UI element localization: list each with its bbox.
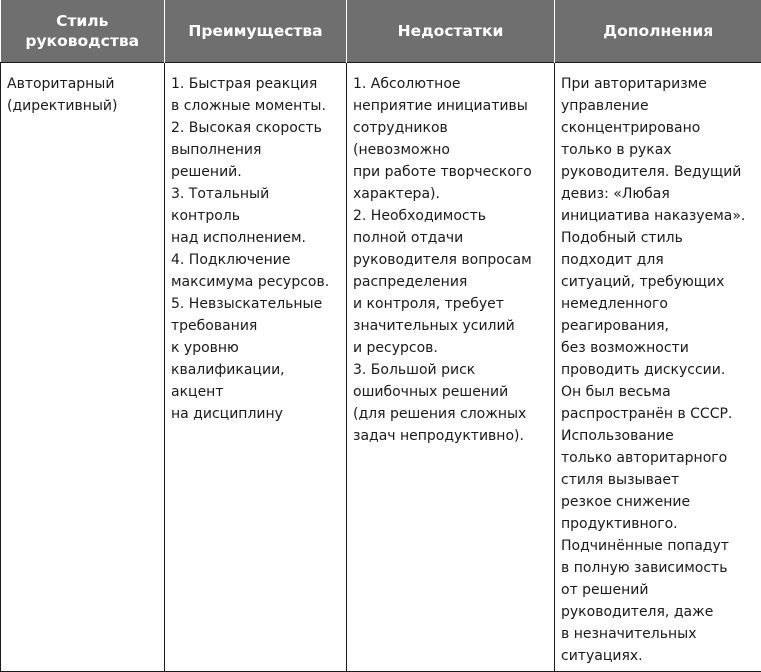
text-line: реагирования, <box>561 317 669 334</box>
header-disadvantages: Недостатки <box>347 0 555 62</box>
text-line: максимума ресурсов. <box>171 273 330 290</box>
text-line: руководителя. Ведущий <box>561 163 742 180</box>
header-style-line: руководства <box>25 31 140 50</box>
text-line: характера). <box>353 185 440 202</box>
text-line: и контроля, требует <box>353 295 504 312</box>
text-line: Подобный стиль <box>561 229 683 246</box>
text-line: значительных усилий <box>353 317 515 334</box>
text-line: полной отдачи <box>353 229 464 246</box>
text-line: только в руках <box>561 141 672 158</box>
text-line: неприятие инициативы <box>353 97 528 114</box>
text-line: резкое снижение <box>561 493 691 510</box>
text-line: продуктивного. <box>561 515 678 532</box>
text-line: 2. Высокая скорость <box>171 119 322 136</box>
text-line: к уровню <box>171 339 239 356</box>
text-line: 4. Подключение <box>171 251 291 268</box>
text-line: квалификации, <box>171 361 285 378</box>
text-line: (директивный) <box>7 97 118 114</box>
text-line: Подчинённые попадут <box>561 537 729 554</box>
text-line: инициатива наказуема». <box>561 207 746 224</box>
text-line: 2. Необходимость <box>353 207 487 224</box>
text-line: немедленного <box>561 295 668 312</box>
text-line: Авторитарный <box>7 75 115 92</box>
text-line: контроль <box>171 207 240 224</box>
text-line: 1. Быстрая реакция <box>171 75 318 92</box>
text-line: требования <box>171 317 258 334</box>
text-line: без возможности <box>561 339 689 356</box>
text-line: при работе творческого <box>353 163 532 180</box>
header-style <box>1 0 165 62</box>
cell-disadvantages <box>347 62 555 672</box>
table-row <box>1 62 761 672</box>
text-line: 3. Тотальный <box>171 185 270 202</box>
text-line: только авторитарного <box>561 449 728 466</box>
header-additions: Дополнения <box>555 0 761 62</box>
text-line: ситуаций, требующих <box>561 273 725 290</box>
text-line: ошибочных решений <box>353 383 509 400</box>
text-line: руководителя вопросам <box>353 251 532 268</box>
text-line: (для решения сложных <box>353 405 527 422</box>
text-line: и ресурсов. <box>353 339 438 356</box>
text-line: сконцентрировано <box>561 119 701 136</box>
text-line: выполнения <box>171 141 262 158</box>
text-line: решений. <box>171 163 242 180</box>
text-line: ситуациях. <box>561 647 643 664</box>
text-line: в незначительных <box>561 625 697 642</box>
text-line: от решений <box>561 581 649 598</box>
text-line: (невозможно <box>353 141 450 158</box>
text-line: сотрудников <box>353 119 448 136</box>
text-line: 3. Большой риск <box>353 361 476 378</box>
text-line: в полную зависимость <box>561 559 728 576</box>
header-advantages: Преимущества <box>165 0 347 62</box>
text-line: распределения <box>353 273 468 290</box>
text-line: акцент <box>171 383 224 400</box>
text-line: При авторитаризме <box>561 75 707 92</box>
text-line: 5. Невзыскательные <box>171 295 323 312</box>
text-line: задач непродуктивно). <box>353 427 524 444</box>
text-line: распространён в СССР. <box>561 405 733 422</box>
cell-style <box>1 62 165 672</box>
text-line: над исполнением. <box>171 229 306 246</box>
cell-advantages <box>165 62 347 672</box>
text-line: в сложные моменты. <box>171 97 326 114</box>
text-line: подходит для <box>561 251 664 268</box>
text-line: Использование <box>561 427 674 444</box>
text-line: на дисциплину <box>171 405 283 422</box>
text-line: стиля вызывает <box>561 471 680 488</box>
text-line: 1. Абсолютное <box>353 75 461 92</box>
text-line: управление <box>561 97 649 114</box>
cell-additions <box>555 62 761 672</box>
text-line: руководителя, даже <box>561 603 714 620</box>
text-line: девиз: «Любая <box>561 185 670 202</box>
header-style-line: Стиль <box>56 11 109 30</box>
text-line: Он был весьма <box>561 383 671 400</box>
header-row <box>1 0 761 62</box>
text-line: проводить дискуссии. <box>561 361 726 378</box>
